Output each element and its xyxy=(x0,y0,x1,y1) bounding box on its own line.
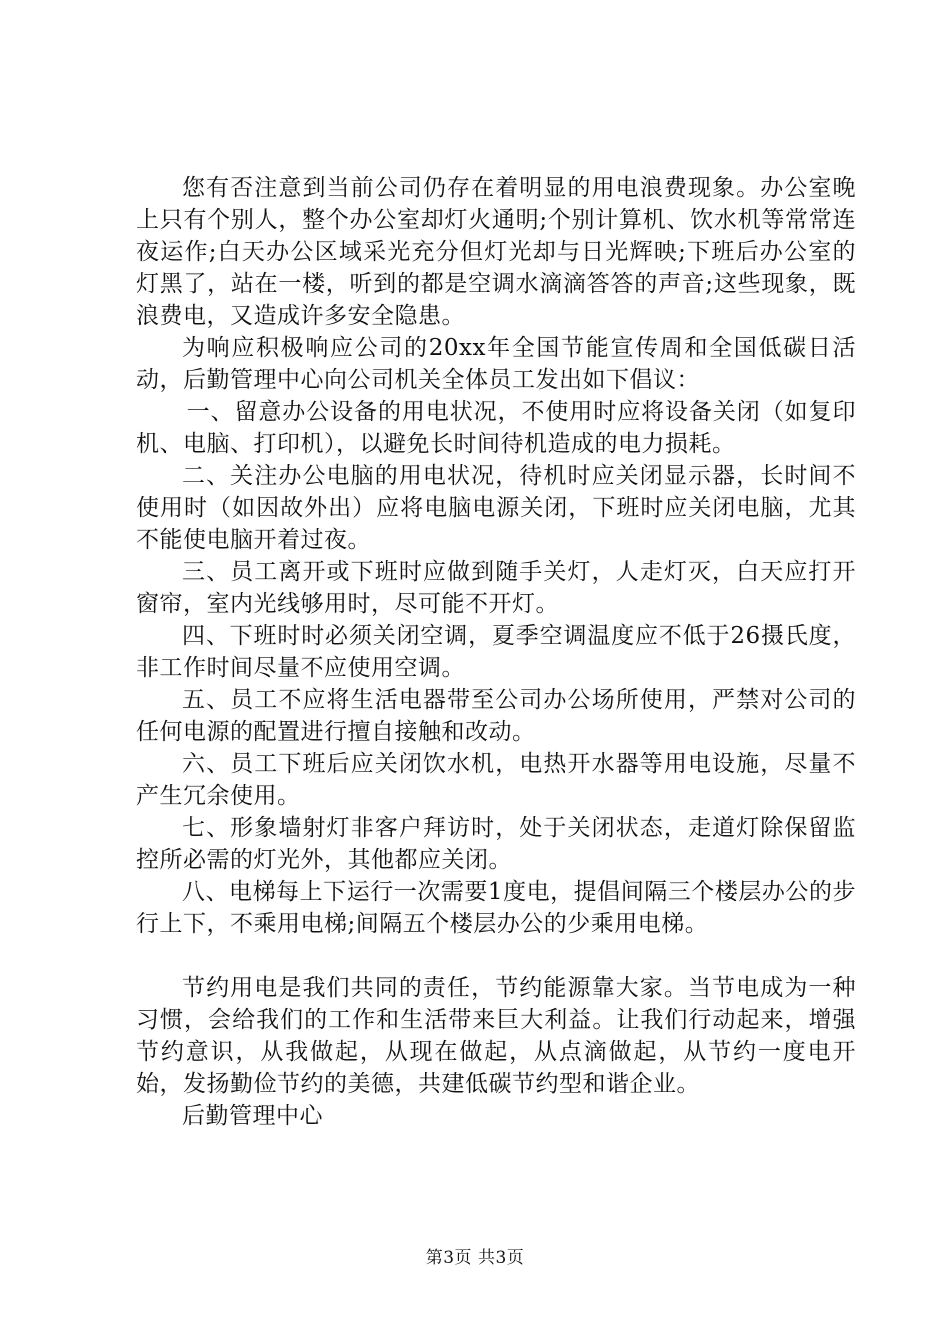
paragraph-item-7: 七、形象墙射灯非客户拜访时，处于关闭状态，走道灯除保留监控所必需的灯光外，其他都应关闭。 xyxy=(136,815,856,873)
paragraph-item-6: 六、员工下班后应关闭饮水机，电热开水器等用电设施，尽量不产生冗余使用。 xyxy=(136,751,856,809)
paragraph-item-4: 四、下班时时必须关闭空调，夏季空调温度应不低于26摄氏度，非工作时间尽量不应使用空调。 xyxy=(136,623,856,681)
page-footer: 第3页 共3页 xyxy=(425,1248,525,1268)
paragraph-item-5: 五、员工不应将生活电器带至公司办公场所使用，严禁对公司的任何电源的配置进行擅自接触和改动。 xyxy=(136,687,856,745)
paragraph-proposal-intro: 为响应积极响应公司的20xx年全国节能宣传周和全国低碳日活动，后勤管理中心向公司机关全体员工发出如下倡议： xyxy=(136,335,856,393)
paragraph-item-8: 八、电梯每上下运行一次需要1度电，提倡间隔三个楼层办公的步行上下，不乘用电梯;间隔五个楼层办公的少乘用电梯。 xyxy=(136,879,856,937)
paragraph-item-3: 三、员工离开或下班时应做到随手关灯，人走灯灭，白天应打开窗帘，室内光线够用时，尽可能不开灯。 xyxy=(136,559,856,617)
paragraph-item-1: 一、留意办公设备的用电状况，不使用时应将设备关闭（如复印机、电脑、打印机），以避免长时间待机造成的电力损耗。 xyxy=(136,399,856,457)
paragraph-intro: 您有否注意到当前公司仍存在着明显的用电浪费现象。办公室晚上只有个别人，整个办公室却灯火通明;个别计算机、饮水机等常常连夜运作;白天办公区域采光充分但灯光却与日光辉映;下班后办公室的灯黑了，站在一楼，听到的都是空调水滴滴答答的声音;这些现象，既浪费电，又造成许多安全隐患。 xyxy=(136,175,856,329)
paragraph-gap xyxy=(136,940,856,972)
paragraph-item-2: 二、关注办公电脑的用电状况，待机时应关闭显示器，长时间不使用时（如因故外出）应将电脑电源关闭，下班时应关闭电脑，尤其不能使电脑开着过夜。 xyxy=(136,463,856,553)
document-body xyxy=(136,172,856,1132)
signature-line: 后勤管理中心 xyxy=(182,1103,323,1129)
paragraph-conclusion: 节约用电是我们共同的责任，节约能源靠大家。当节电成为一种习惯，会给我们的工作和生活带来巨大利益。让我们行动起来，增强节约意识，从我做起，从现在做起，从点滴做起，从节约一度电开始，发扬勤俭节约的美德，共建低碳节约型和谐企业。 xyxy=(136,975,856,1097)
